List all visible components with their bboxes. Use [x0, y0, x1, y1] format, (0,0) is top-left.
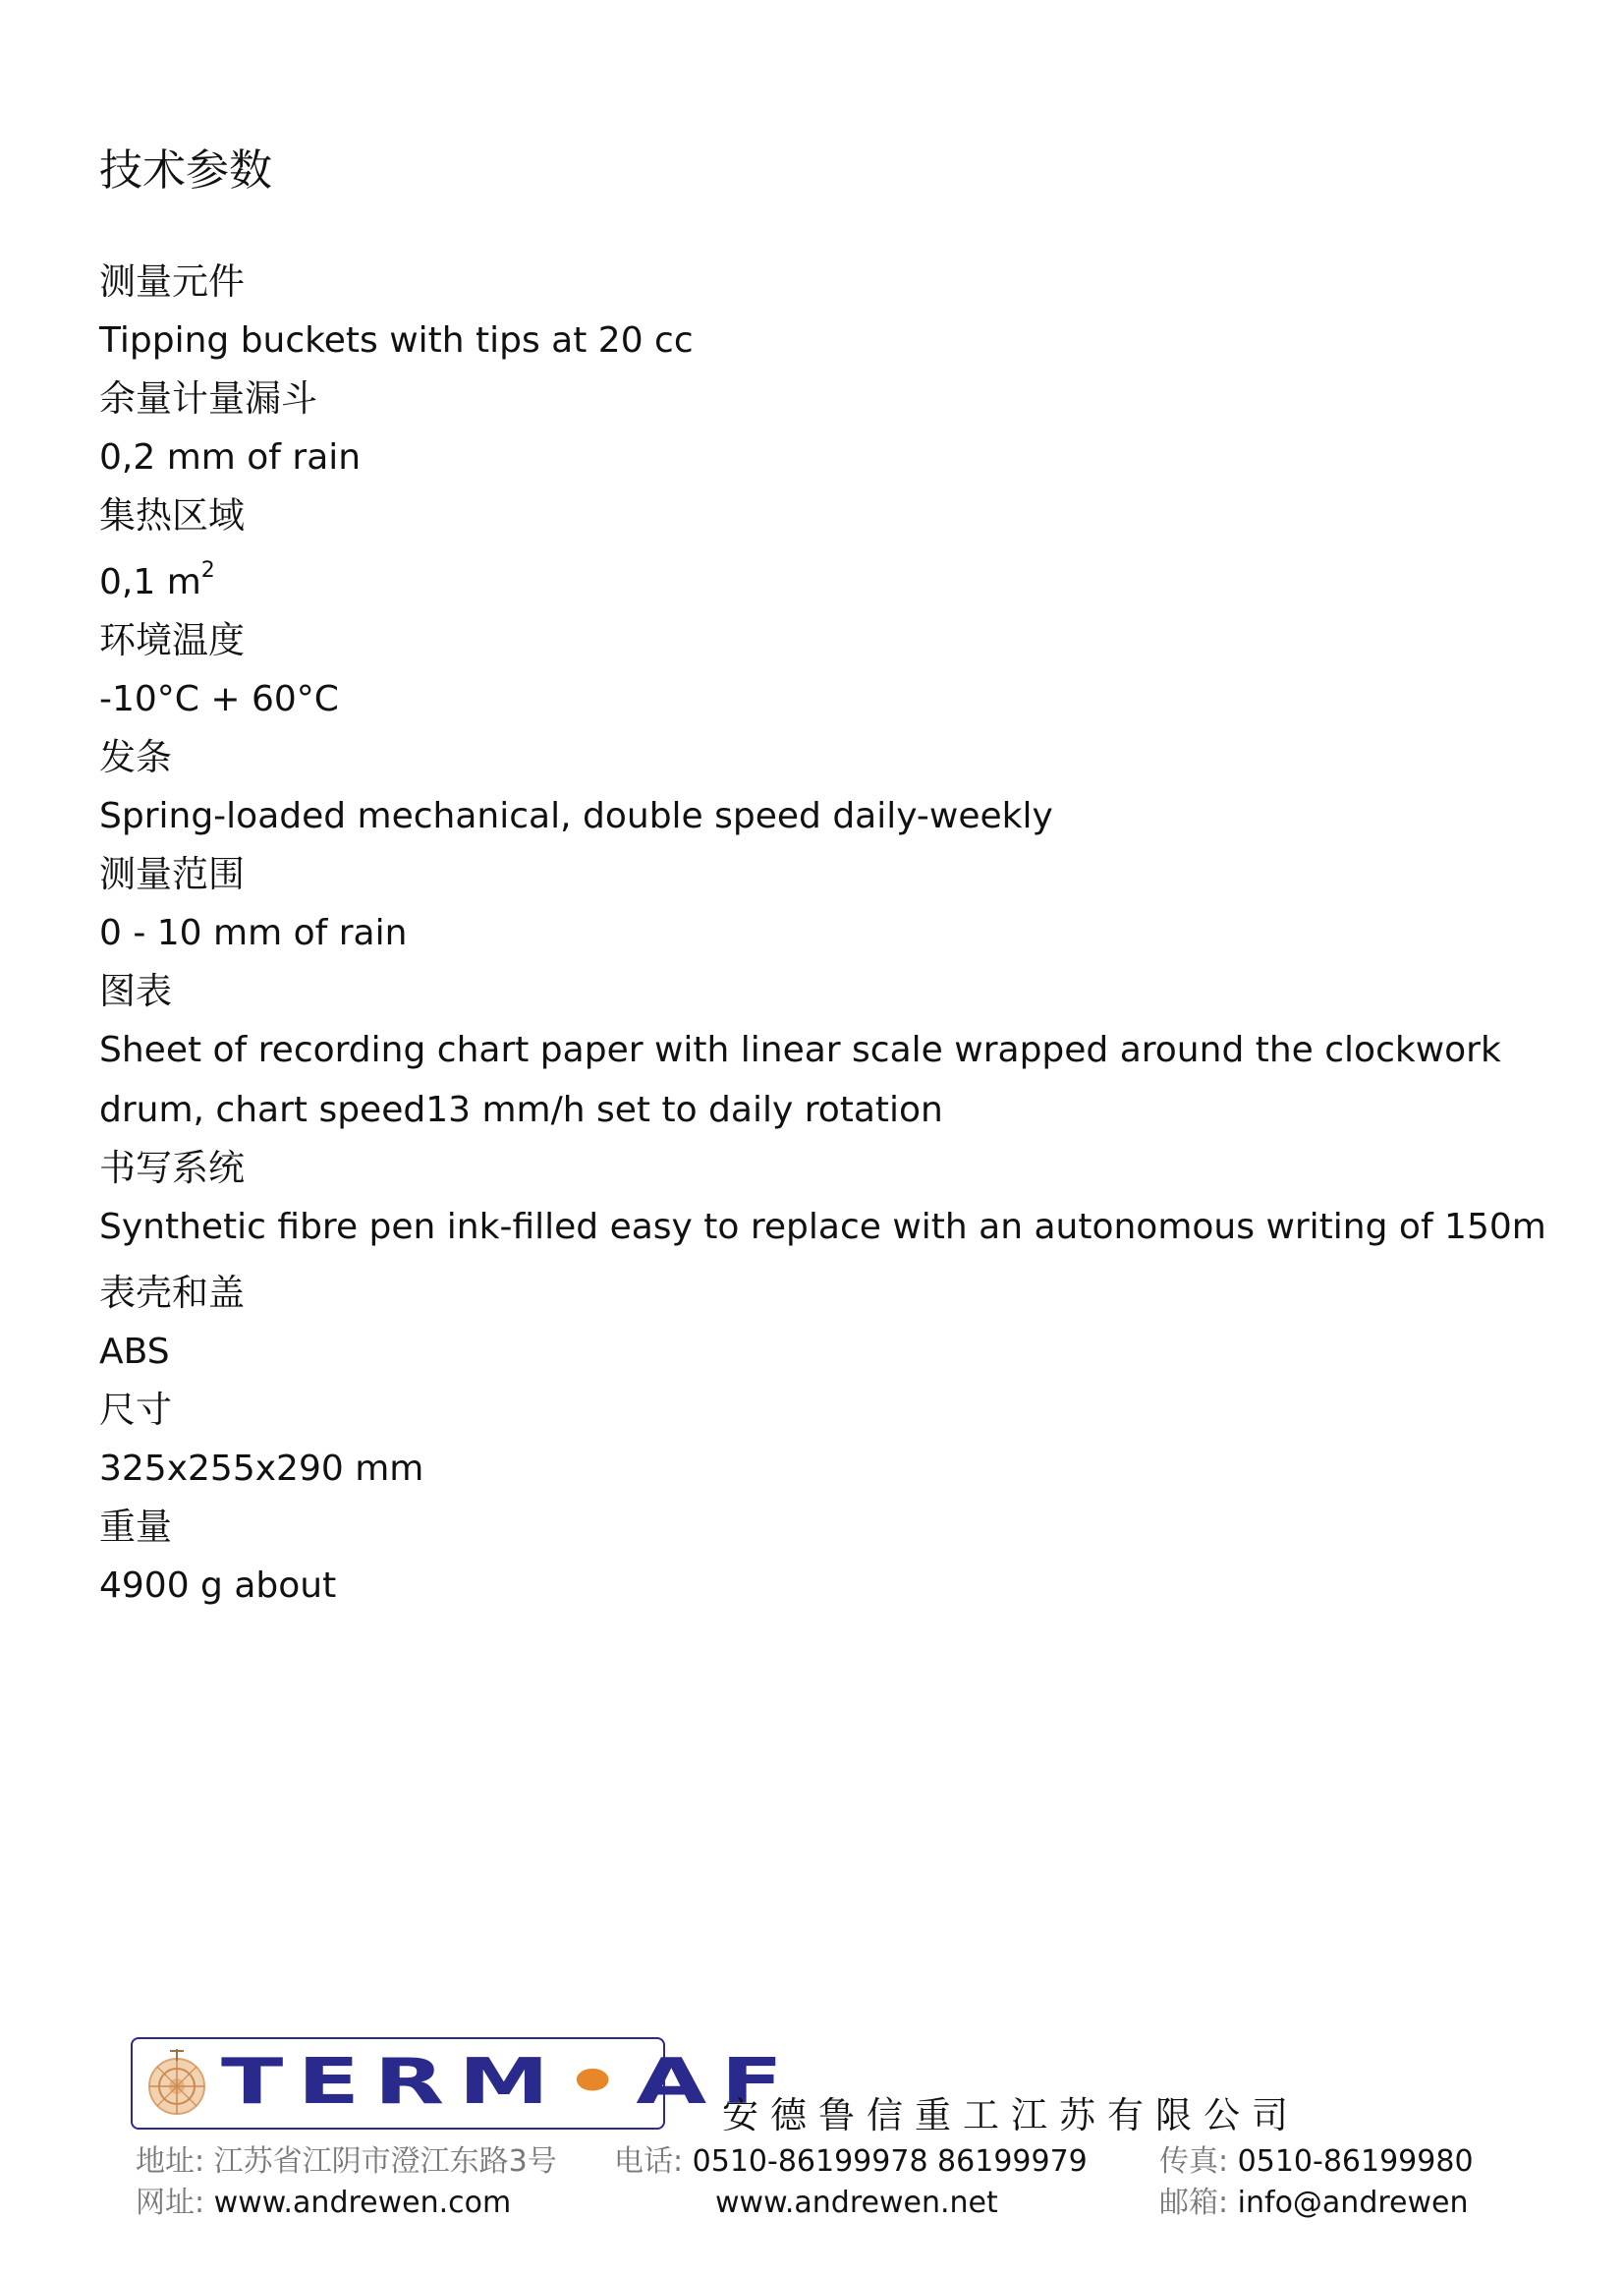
spec-value-ambient-temperature: -10°C + 60°C [99, 679, 339, 719]
company-name: 安德鲁信重工江苏有限公司 [722, 2094, 1300, 2136]
spec-value-measuring-element: Tipping buckets with tips at 20 cc [99, 320, 694, 361]
contact-email [1159, 2184, 1469, 2223]
website-value-com[interactable]: www.andrewen.com [213, 2186, 512, 2220]
website-label: 网址: [136, 2186, 205, 2220]
spec-label-collecting-area: 集热区域 [99, 494, 245, 537]
spec-value-collecting-area-exponent: 2 [200, 558, 215, 583]
spec-label-dimensions: 尺寸 [99, 1389, 172, 1431]
contact-fax [1159, 2142, 1474, 2182]
phone-value: 0510-86199978 86199979 [692, 2144, 1088, 2179]
logo-wordmark [221, 2041, 798, 2124]
spec-label-clockwork: 发条 [99, 736, 172, 778]
spec-label-weight: 重量 [99, 1506, 172, 1548]
address-label: 地址: [136, 2144, 205, 2179]
spec-value-case-and-cover: ABS [99, 1332, 170, 1372]
logo-wordmark-part2: AF [636, 2046, 798, 2119]
spec-value-clockwork: Spring-loaded mechanical, double speed daily-weekly [99, 796, 1053, 836]
spec-label-chart: 图表 [99, 970, 172, 1012]
fax-label: 传真: [1159, 2144, 1229, 2179]
contact-address [136, 2142, 557, 2182]
spec-value-funnel: 0,2 mm of rain [99, 437, 362, 478]
spec-value-measuring-range: 0 - 10 mm of rain [99, 913, 408, 953]
website-value-net[interactable]: www.andrewen.net [715, 2186, 998, 2220]
contact-phone [614, 2142, 1088, 2182]
page-title: 技术参数 [99, 145, 272, 196]
logo-wordmark-part1: TERM [221, 2046, 564, 2119]
contact-website-2 [715, 2184, 998, 2223]
spec-value-writing-system: Synthetic fibre pen ink-filled easy to replace with an autonomous writing of 150m [99, 1207, 1546, 1247]
spec-label-measuring-element: 测量元件 [99, 260, 245, 303]
address-value: 江苏省江阴市澄江东路3号 [213, 2144, 557, 2179]
spec-list [99, 254, 1553, 1616]
spec-value-chart: Sheet of recording chart paper with linear scale wrapped around the clockwork drum, chart speed13 mm/h set to daily rotation [99, 1030, 1501, 1130]
spec-value-collecting-area-base: 0,1 m [99, 562, 201, 602]
logo-dot-icon: • [563, 2046, 637, 2119]
phone-label: 电话: [614, 2144, 684, 2179]
spec-label-writing-system: 书写系统 [99, 1147, 245, 1189]
fax-value: 0510-86199980 [1237, 2144, 1474, 2179]
spec-value-collecting-area [99, 544, 1553, 612]
contact-website [136, 2184, 511, 2223]
spec-label-measuring-range: 测量范围 [99, 853, 245, 895]
spec-label-ambient-temperature: 环境温度 [99, 619, 245, 661]
spec-label-funnel: 余量计量漏斗 [99, 377, 317, 420]
spec-value-dimensions: 325x255x290 mm [99, 1449, 424, 1489]
rain-gauge-emblem-icon [142, 2047, 211, 2118]
email-value[interactable]: info@andrewen [1237, 2186, 1469, 2220]
spec-value-weight: 4900 g about [99, 1565, 337, 1606]
company-logo [131, 2037, 798, 2130]
email-label: 邮箱: [1159, 2186, 1229, 2220]
spec-label-case-and-cover: 表壳和盖 [99, 1272, 245, 1314]
